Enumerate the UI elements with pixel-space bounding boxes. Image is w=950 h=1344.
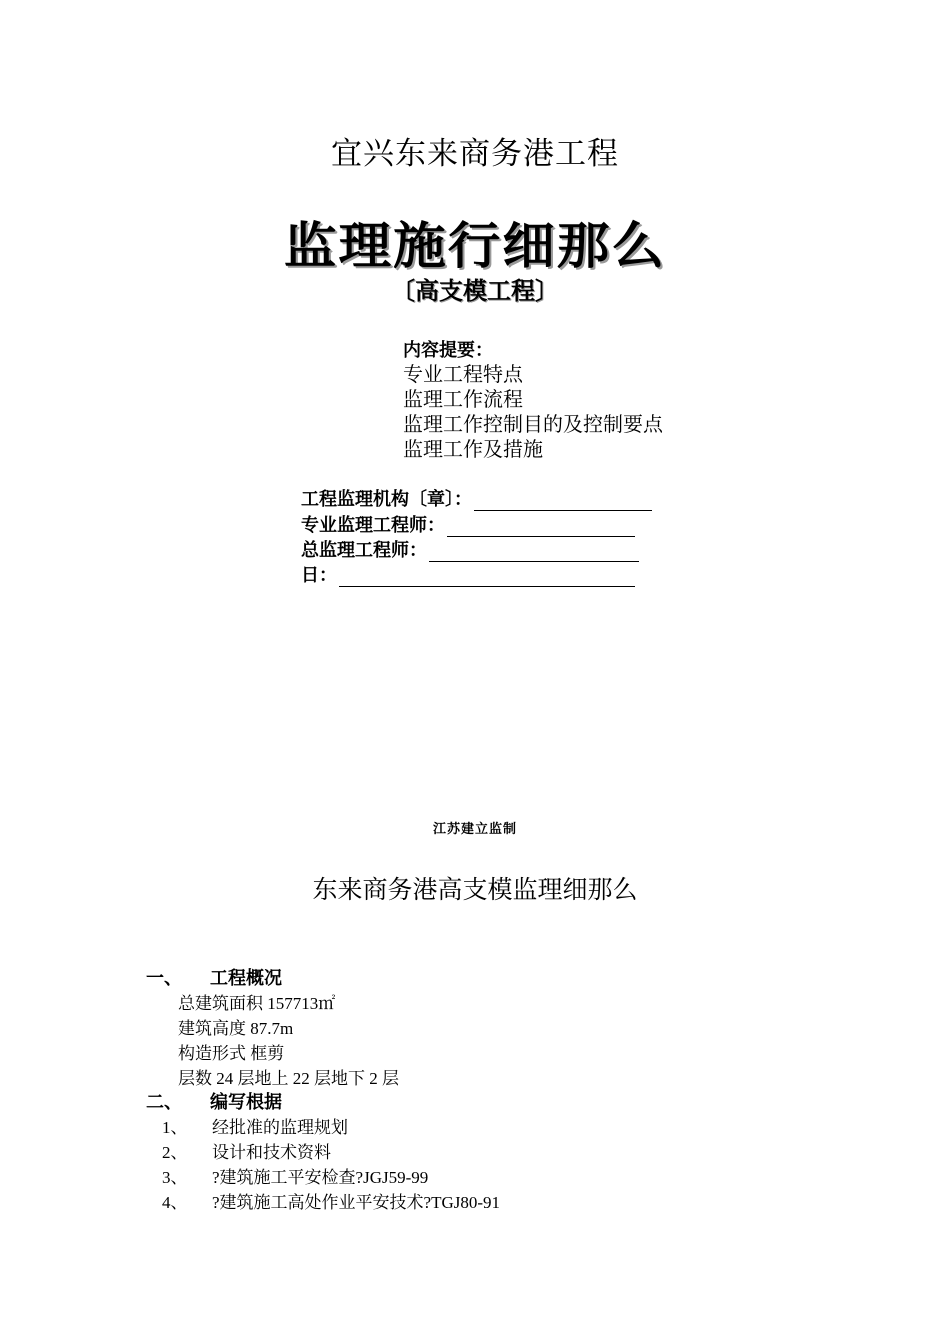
overview-line: 构造形式 框剪 [178, 1044, 285, 1063]
basis-item [162, 1188, 500, 1213]
signature-row-specialist [301, 512, 635, 537]
section-heading [146, 1088, 282, 1114]
signature-label: 日： [301, 565, 337, 586]
section-title: 编写根据 [210, 1092, 282, 1113]
basis-item [162, 1113, 348, 1138]
item-text: ?建筑施工平安检查?JGJ59-99 [212, 1168, 429, 1187]
signature-row-institution [301, 486, 652, 511]
summary-block [403, 338, 663, 463]
item-number: 2、 [162, 1143, 188, 1162]
summary-item: 专业工程特点 [403, 364, 523, 386]
summary-item: 监理工作流程 [403, 389, 523, 411]
section-heading [146, 964, 282, 990]
item-number: 1、 [162, 1118, 188, 1137]
signature-line [429, 543, 639, 562]
overview-line: 建筑高度 87.7m [178, 1019, 294, 1038]
subtitle: 〔高支模工程〕 [391, 277, 559, 305]
signature-label: 工程监理机构〔章〕： [301, 489, 472, 510]
signature-line [474, 492, 652, 511]
overview-line: 层数 24 层地上 22 层地下 2 层 [178, 1069, 399, 1088]
signature-row-chief [301, 537, 639, 562]
signature-label: 总监理工程师： [301, 540, 427, 561]
summary-item: 监理工作控制目的及控制要点 [403, 414, 663, 436]
item-text: 经批准的监理规划 [212, 1118, 348, 1137]
signature-line [339, 568, 635, 587]
project-title: 宜兴东来商务港工程 [331, 136, 619, 171]
basis-item [162, 1138, 331, 1163]
section-number: 二、 [146, 1092, 182, 1113]
item-text: ?建筑施工高处作业平安技术?TGJ80-91 [212, 1193, 501, 1212]
signature-label: 专业监理工程师： [301, 515, 445, 536]
section-number: 一、 [146, 968, 182, 989]
signature-row-date [301, 562, 635, 587]
summary-heading: 内容提要： [403, 340, 493, 361]
main-title: 监理施行细那么 [283, 217, 667, 275]
summary-item: 监理工作及措施 [403, 439, 543, 461]
item-text: 设计和技术资料 [212, 1143, 331, 1162]
basis-item [162, 1163, 428, 1188]
section-title: 工程概况 [210, 968, 282, 989]
item-number: 4、 [162, 1193, 188, 1212]
item-number: 3、 [162, 1168, 188, 1187]
overview-line: 总建筑面积 157713㎡ [178, 994, 336, 1013]
signature-line [447, 518, 635, 537]
company-name: 江苏建立监制 [432, 822, 517, 837]
document-title: 东来商务港高支模监理细那么 [312, 875, 638, 904]
